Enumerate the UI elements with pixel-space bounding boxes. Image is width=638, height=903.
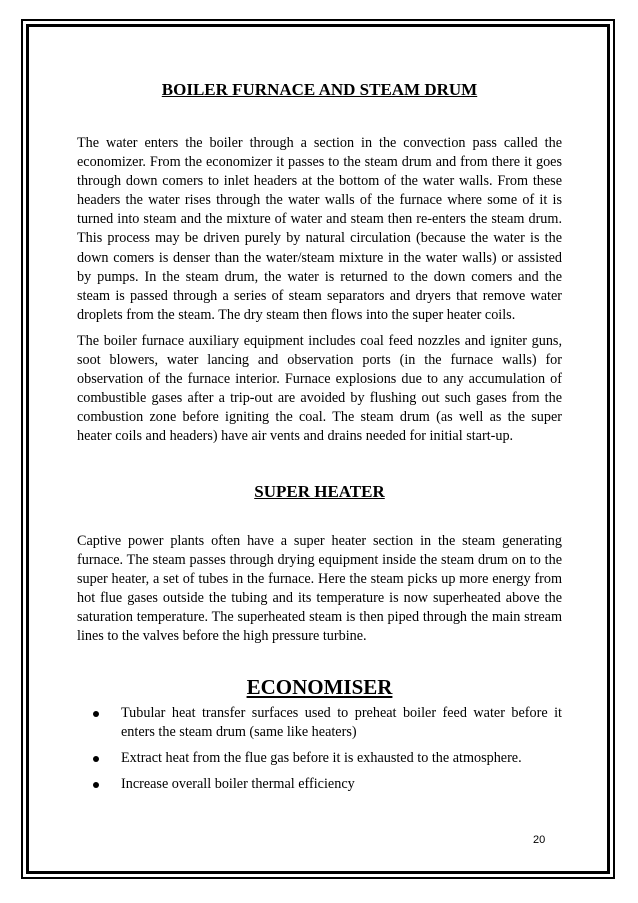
list-item-text: Tubular heat transfer surfaces used to preheat boiler feed water before it enters the steam drum (same like heaters) bbox=[121, 705, 562, 741]
list-item-text: Increase overall boiler thermal efficiency bbox=[121, 776, 355, 793]
economiser-bullet-list bbox=[77, 704, 562, 794]
list-item bbox=[93, 704, 562, 742]
list-item bbox=[93, 749, 562, 768]
section-title-super-heater: SUPER HEATER bbox=[254, 481, 385, 501]
paragraph-boiler-water-flow: The water enters the boiler through a section in the convection pass called the economizer. From the economizer it passes to the steam drum and from there it goes through down comers to inlet headers at the bottom of the water walls. From these headers the water rises through the water walls of the furnace where some of it is turned into steam and the mixture of water and steam then re-enters the steam drum. This process may be driven purely by natural circulation (because the water is the down comers is denser than the water/steam mixture in the water walls) or assisted by pumps. In the steam drum, the water is returned to the down comers and the steam is passed through a series of steam separators and dryers that remove water droplets from the steam. The dry steam then flows into the super heater coils. bbox=[77, 135, 562, 323]
bullet-icon bbox=[93, 756, 99, 762]
paragraph-furnace-auxiliary: The boiler furnace auxiliary equipment includes coal feed nozzles and igniter guns, soot blowers, water lancing and observation ports (in the furnace walls) for observation of the furnace interior. Furnace explosions due to any accumulation of combustible gases after a trip-out are avoided by flushing out such gases from the combustion zone before igniting the coal. The steam drum (as well as the super heater coils and headers) have air vents and drains needed for initial start-up. bbox=[77, 332, 562, 445]
section-title-boiler-furnace: BOILER FURNACE AND STEAM DRUM bbox=[161, 80, 478, 99]
list-item bbox=[93, 775, 562, 794]
document-body bbox=[77, 75, 562, 801]
bullet-icon bbox=[93, 782, 99, 788]
list-item-text: Extract heat from the flue gas before it is exhausted to the atmosphere. bbox=[121, 750, 522, 767]
paragraph-super-heater: Captive power plants often have a super heater section in the steam generating furnace. The steam passes through drying equipment inside the steam drum on to the super heater, a set of tubes in the furnace. Here the steam picks up more energy from hot flue gases outside the tubing and its temperature is now superheated above the saturation temperature. The superheated steam is then piped through the main stream lines to the valves before the high pressure turbine. bbox=[77, 532, 562, 644]
section-title-economiser: ECONOMISER bbox=[246, 675, 393, 700]
page-number: 20 bbox=[533, 834, 546, 846]
bullet-icon bbox=[93, 711, 99, 717]
